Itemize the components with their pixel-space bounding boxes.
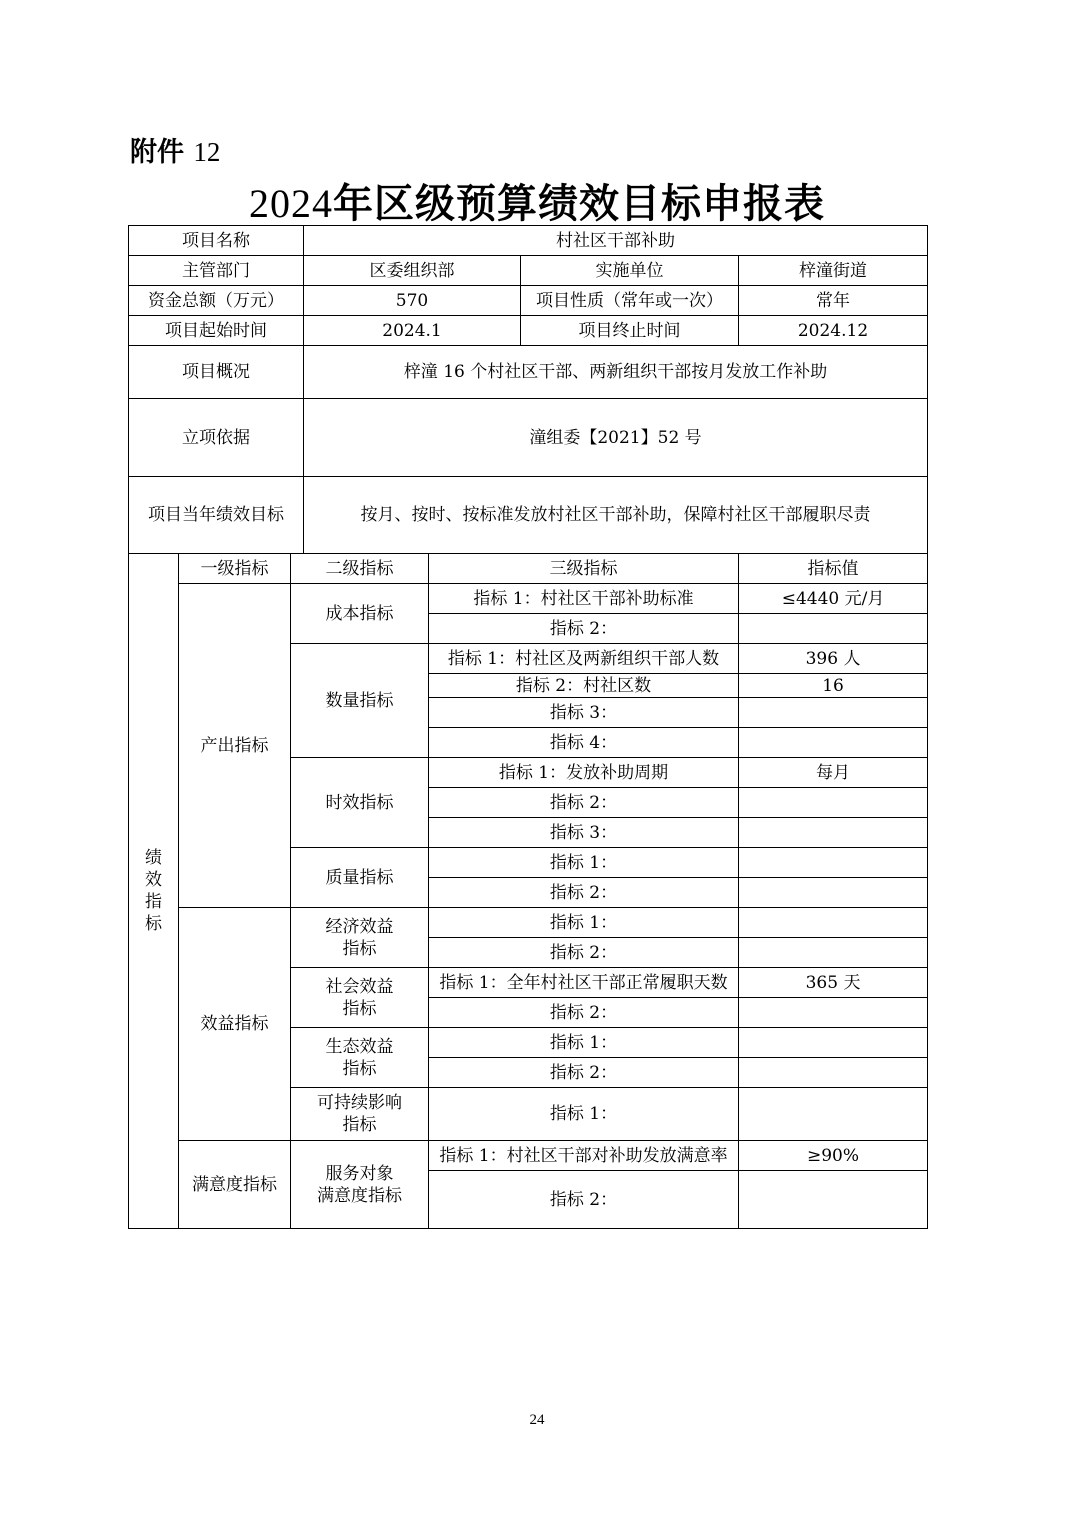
indicator-value	[739, 698, 928, 728]
indicator-value	[739, 908, 928, 938]
indicator-text: 指标 1：发放补助周期	[429, 758, 739, 788]
start-label: 项目起始时间	[129, 316, 304, 346]
row-period	[129, 316, 928, 346]
page-title	[0, 172, 1074, 229]
indicator-text: 指标 2：	[429, 788, 739, 818]
indicator-text: 指标 3：	[429, 698, 739, 728]
row-basis	[129, 399, 928, 477]
indicator-value: 396 人	[739, 644, 928, 674]
indicator-text: 指标 3：	[429, 818, 739, 848]
indicator-text: 指标 1：村社区及两新组织干部人数	[429, 644, 739, 674]
dept-value: 区委组织部	[304, 256, 521, 286]
group-satisfaction: 满意度指标	[179, 1141, 291, 1229]
indicator-value: 365 天	[739, 968, 928, 998]
indicator-value: ≤4440 元/月	[739, 584, 928, 614]
subgroup-ecological: 生态效益 指标	[291, 1028, 429, 1088]
overview-value: 梓潼 16 个村社区干部、两新组织干部按月发放工作补助	[304, 346, 928, 399]
unit-label: 实施单位	[521, 256, 739, 286]
indicator-text: 指标 1：	[429, 908, 739, 938]
basis-value: 潼组委【2021】52 号	[304, 399, 928, 477]
col-level2-header: 二级指标	[291, 554, 429, 584]
end-label: 项目终止时间	[521, 316, 739, 346]
indicator-text: 指标 1：	[429, 1088, 739, 1141]
indicator-value	[739, 614, 928, 644]
indicator-text: 指标 1：	[429, 1028, 739, 1058]
dept-label: 主管部门	[129, 256, 304, 286]
indicator-value	[739, 878, 928, 908]
indicator-text: 指标 2：	[429, 878, 739, 908]
indicator-text: 指标 2：	[429, 614, 739, 644]
page-number: 24	[529, 1412, 545, 1428]
performance-indicators-label: 绩 效 指 标	[129, 554, 179, 1229]
row-department	[129, 256, 928, 286]
row-overview	[129, 346, 928, 399]
indicator-value: 16	[739, 674, 928, 698]
title-year: 2024	[249, 181, 333, 226]
unit-value: 梓潼街道	[739, 256, 928, 286]
overview-label: 项目概况	[129, 346, 304, 399]
indicator-value	[739, 818, 928, 848]
table-row	[129, 1141, 928, 1171]
indicator-value: 每月	[739, 758, 928, 788]
budget-performance-table	[128, 225, 928, 1229]
row-project-name	[129, 226, 928, 256]
indicator-header-row	[129, 554, 928, 584]
indicator-text: 指标 1：全年村社区干部正常履职天数	[429, 968, 739, 998]
indicator-text: 指标 2：	[429, 1171, 739, 1229]
indicator-text: 指标 4：	[429, 728, 739, 758]
indicator-text: 指标 2：	[429, 938, 739, 968]
goal-label: 项目当年绩效目标	[129, 477, 304, 554]
indicator-value	[739, 1058, 928, 1088]
row-goal	[129, 477, 928, 554]
subgroup-timeliness: 时效指标	[291, 758, 429, 848]
end-value: 2024.12	[739, 316, 928, 346]
indicator-value	[739, 998, 928, 1028]
project-name-value: 村社区干部补助	[304, 226, 928, 256]
indicator-text: 指标 2：村社区数	[429, 674, 739, 698]
subgroup-social: 社会效益 指标	[291, 968, 429, 1028]
subgroup-sustainable: 可持续影响 指标	[291, 1088, 429, 1141]
indicator-text: 指标 1：村社区干部对补助发放满意率	[429, 1141, 739, 1171]
indicator-text: 指标 2：	[429, 998, 739, 1028]
funds-label: 资金总额（万元）	[129, 286, 304, 316]
subgroup-cost: 成本指标	[291, 584, 429, 644]
title-text: 年区级预算绩效目标申报表	[333, 180, 825, 227]
subgroup-quality: 质量指标	[291, 848, 429, 908]
indicator-value	[739, 1028, 928, 1058]
indicator-value	[739, 788, 928, 818]
indicator-value	[739, 848, 928, 878]
project-name-label: 项目名称	[129, 226, 304, 256]
basis-label: 立项依据	[129, 399, 304, 477]
col-level1-header: 一级指标	[179, 554, 291, 584]
goal-value: 按月、按时、按标准发放村社区干部补助，保障村社区干部履职尽责	[304, 477, 928, 554]
indicator-value: ≥90%	[739, 1141, 928, 1171]
subgroup-service: 服务对象 满意度指标	[291, 1141, 429, 1229]
attachment-number: 12	[193, 137, 221, 167]
table-row	[129, 584, 928, 614]
subgroup-economic: 经济效益 指标	[291, 908, 429, 968]
col-value-header: 指标值	[739, 554, 928, 584]
indicator-value	[739, 938, 928, 968]
nature-value: 常年	[739, 286, 928, 316]
group-output: 产出指标	[179, 584, 291, 908]
subgroup-quantity: 数量指标	[291, 644, 429, 758]
table-row	[129, 908, 928, 938]
indicator-value	[739, 1171, 928, 1229]
row-funds	[129, 286, 928, 316]
indicator-value	[739, 728, 928, 758]
indicator-text: 指标 2：	[429, 1058, 739, 1088]
indicator-text: 指标 1：	[429, 848, 739, 878]
col-level3-header: 三级指标	[429, 554, 739, 584]
group-benefit: 效益指标	[179, 908, 291, 1141]
nature-label: 项目性质（常年或一次）	[521, 286, 739, 316]
indicator-text: 指标 1：村社区干部补助标准	[429, 584, 739, 614]
attachment-label: 附件 12	[130, 137, 221, 168]
funds-value: 570	[304, 286, 521, 316]
indicator-value	[739, 1088, 928, 1141]
start-value: 2024.1	[304, 316, 521, 346]
